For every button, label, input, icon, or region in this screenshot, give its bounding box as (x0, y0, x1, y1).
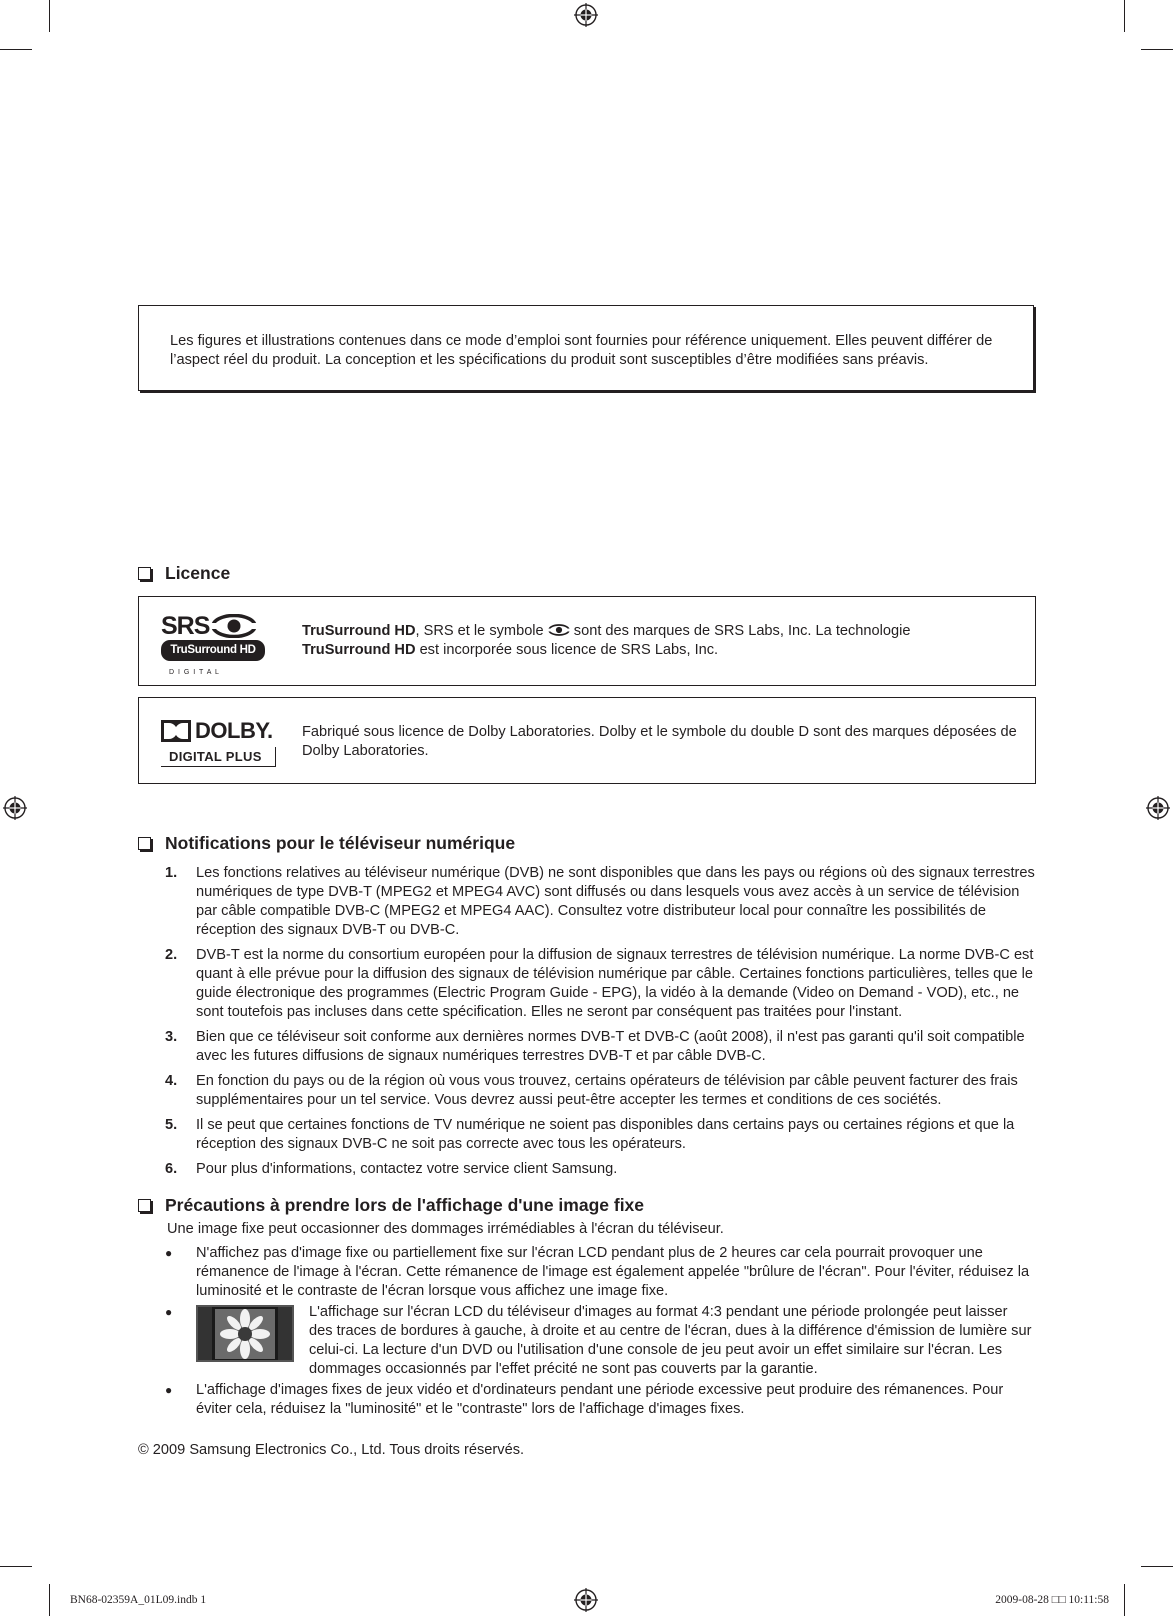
crop-mark (0, 1566, 32, 1567)
disclaimer-text: Les figures et illustrations contenues dans ce mode d’emploi sont fournies pour référence uniquement. Elles peuvent différer de l’aspect réel du produit. La conception et les spécifications du produit sont susceptibles d’être modifiées sans préavis. (170, 333, 993, 368)
item-text: DVB-T est la norme du consortium européen pour la diffusion de signaux terrestres de télévision numérique. La norme DVB-C est quant à elle prévue pour la diffusion des signaux de télévision numérique par câble. Certaines fonctions particulières, telles que le guide électronique des programmes (Electric Program Guide - EPG), la vidéo à la demande (Video on Demand - VOD), etc., ne sont toutefois pas incluses dans cette spécification. Elles ne seront par conséquent pas traitées pour l'instant. (196, 947, 1034, 1020)
item-text: Il se peut que certaines fonctions de TV numérique ne soient pas disponibles dans certains pays ou certaines régions et que la réception des signaux DVB-C ne soit pas correcte avec tous les opérateurs. (196, 1117, 1015, 1152)
crop-mark (1141, 49, 1173, 50)
dolby-double-d-icon (161, 720, 191, 742)
precautions-intro: Une image fixe peut occasionner des dommages irrémédiables à l'écran du téléviseur. (167, 1221, 724, 1237)
dolby-logo-sub: DIGITAL PLUS (161, 747, 276, 767)
flower-icon (215, 1309, 275, 1359)
bullet-item (165, 1303, 1035, 1379)
dolby-logo-text: DOLBY. (195, 718, 273, 743)
disclaimer-box (138, 305, 1034, 391)
bullet-dot-icon: ● (165, 1305, 173, 1319)
bullet-item (165, 1244, 1035, 1301)
bullet-dot-icon: ● (165, 1246, 173, 1260)
srs-text-2: est incorporée sous licence de SRS Labs, Inc. (415, 642, 719, 658)
item-number: 5. (165, 1117, 178, 1133)
bullet-body (196, 1303, 1035, 1379)
crop-mark (1124, 0, 1125, 32)
registration-mark-icon (574, 3, 598, 27)
crop-mark (1141, 1566, 1173, 1567)
srs-licence-text (302, 622, 1017, 660)
list-item (165, 864, 1035, 940)
item-text: Bien que ce téléviseur soit conforme aux dernières normes DVB-T et DVB-C (août 2008), il n'est pas garanti qu'il soit compatible avec les futures diffusions de signaux numériques terrestres DVB-T et par câble DVB-C. (196, 1029, 1025, 1064)
item-number: 4. (165, 1073, 178, 1089)
srs-bold-2: TruSurround HD (302, 642, 416, 658)
section-title: Notifications pour le téléviseur numérique (165, 833, 516, 853)
srs-logo-badge: TruSurround HD (161, 640, 265, 661)
srs-logo-sub: D I G I T A L (169, 669, 220, 676)
item-text: En fonction du pays ou de la région où vous vous trouvez, certains opérateurs de télévision par câble peuvent facturer des frais supplémentaires pour un tel service. Vous devrez aussi peut-être accepter les termes et conditions de ces sociétés. (196, 1073, 1018, 1108)
checkbox-square-icon (138, 1199, 151, 1212)
list-item (165, 1160, 1035, 1179)
srs-licence-box (138, 596, 1036, 686)
registration-mark-icon (1146, 796, 1170, 820)
srs-logo-text: SRS (161, 612, 210, 640)
list-item (165, 1116, 1035, 1154)
bullet-dot-icon: ● (165, 1383, 173, 1397)
notifications-list (165, 864, 1035, 1185)
section-heading-notifications (138, 833, 515, 854)
section-title: Précautions à prendre lors de l'affichage d'une image fixe (165, 1195, 645, 1215)
bullet-text: L'affichage sur l'écran LCD du téléviseur d'images au format 4:3 pendant une période prolongée peut laisser des traces de bordures à gauche, à droite et au centre de l'écran, dues à la différence d'émission de lumière sur celui-ci. La lecture d'un DVD ou l'utilisation d'une console de jeu peut avoir un effet similaire sur l'écran. Les dommages occasionnés par l'effet précité ne sont pas couverts par la garantie. (309, 1304, 1032, 1377)
section-heading-precautions (138, 1195, 644, 1216)
crop-mark (0, 49, 32, 50)
dolby-logo (161, 720, 283, 764)
item-text: Pour plus d'informations, contactez votre service client Samsung. (196, 1161, 618, 1177)
item-number: 6. (165, 1161, 178, 1177)
crop-mark (49, 0, 50, 32)
list-item (165, 1072, 1035, 1110)
srs-bold-1: TruSurround HD (302, 623, 416, 639)
registration-mark-icon (574, 1588, 598, 1612)
dolby-licence-box (138, 697, 1036, 784)
bullet-text: L'affichage d'images fixes de jeux vidéo et d'ordinateurs pendant une période excessive peut produire des rémanences. Pour éviter cela, réduisez la "luminosité" et le "contraste" lors de l'affichage d'images fixes. (196, 1382, 1004, 1417)
list-item (165, 1028, 1035, 1066)
srs-inline-symbol-icon (548, 624, 570, 636)
section-heading-licence (138, 563, 230, 584)
srs-text-1: , SRS et le symbole (415, 623, 544, 639)
srs-symbol-icon (211, 614, 257, 638)
checkbox-square-icon (138, 567, 151, 580)
list-item (165, 946, 1035, 1022)
section-title: Licence (165, 563, 231, 583)
dolby-licence-text: Fabriqué sous licence de Dolby Laboratories. Dolby et le symbole du double D sont des marques déposées de Dolby Laboratories. (302, 724, 1017, 759)
crop-mark (49, 1584, 50, 1616)
footer-timestamp: 2009-08-28 □□ 10:11:58 (995, 1594, 1109, 1606)
crop-mark (1124, 1584, 1125, 1616)
checkbox-square-icon (138, 837, 151, 850)
bullet-text: N'affichez pas d'image fixe ou partiellement fixe sur l'écran LCD pendant plus de 2 heures car cela pourrait provoquer une rémanence de l'image à l'écran. Cette rémanence de l'image est également appelée "brûlure de l'écran". Pour l'éviter, réduisez la luminosité et le contraste de l'écran lorsque vous affichez une image fixe. (196, 1245, 1030, 1299)
srs-text-1b: sont des marques de SRS Labs, Inc. La technologie (573, 623, 911, 639)
item-number: 3. (165, 1029, 178, 1045)
copyright-text: © 2009 Samsung Electronics Co., Ltd. Tous droits réservés. (138, 1442, 525, 1458)
tv-flower-image (196, 1305, 294, 1362)
item-number: 1. (165, 865, 178, 881)
registration-mark-icon (3, 796, 27, 820)
item-number: 2. (165, 947, 178, 963)
footer-file-name: BN68-02359A_01L09.indb 1 (70, 1594, 207, 1606)
srs-logo (161, 612, 273, 676)
bullet-item (165, 1381, 1035, 1419)
item-text: Les fonctions relatives au téléviseur numérique (DVB) ne sont disponibles que dans les pays ou régions où des signaux terrestres numériques de type DVB-T (MPEG2 et MPEG4 AVC) sont diffusés ou dans lesquels vous avez accès à un service de télévision par câble compatible DVB-C (MPEG2 et MPEG4 AAC). Consultez votre distributeur local pour connaître les possibilités de réception des signaux DVB-T ou DVB-C. (196, 865, 1035, 938)
